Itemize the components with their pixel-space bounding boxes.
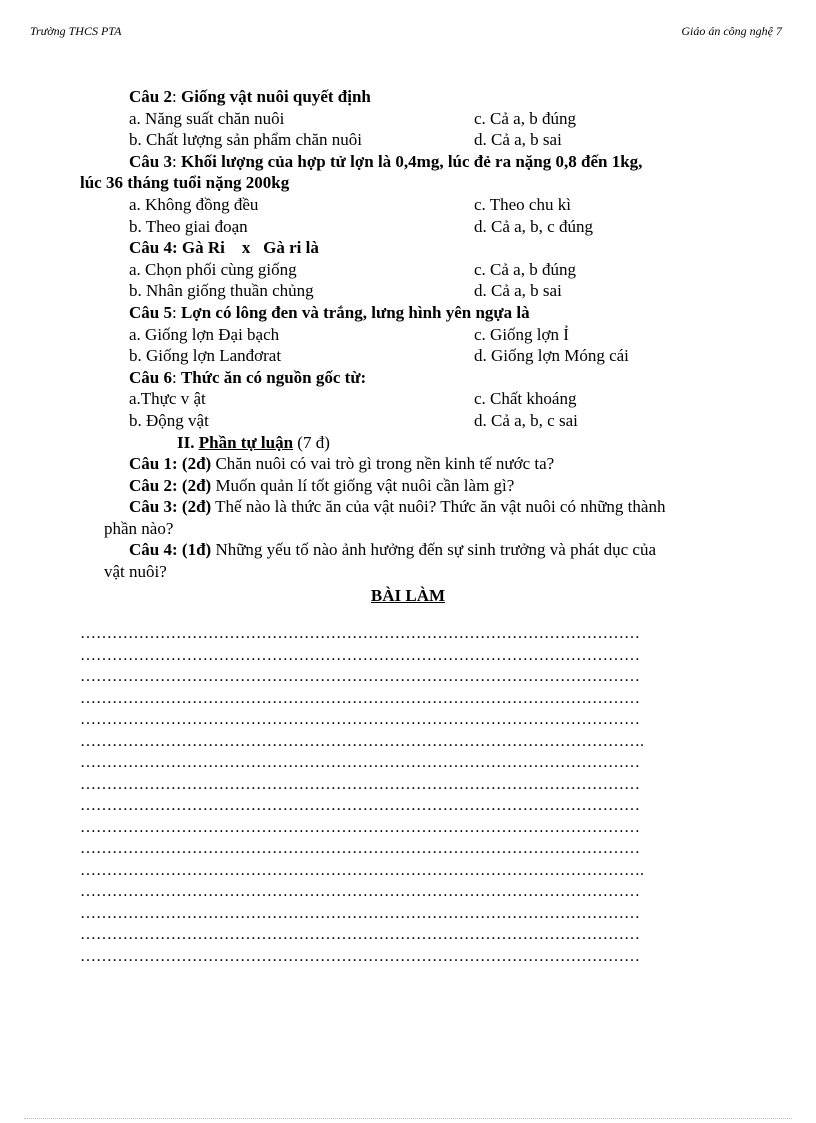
answer-line: ……………………………………………………………………………………………: [80, 711, 640, 728]
answer-line: ……………………………………………………………………………………………: [80, 646, 640, 664]
question-heading: Câu 4: Gà Ri x Gà ri là: [129, 238, 319, 258]
document-body: [0, 86, 816, 606]
essay-question: Câu 2: (2đ) Muốn quản lí tốt giống vật nuôi cần làm gì?: [129, 475, 515, 495]
answer-line: ……………………………………………………………………………………………: [80, 689, 640, 707]
option-row: a. Năng suất chăn nuôi c. Cả a, b đúng: [129, 108, 576, 128]
option-row: b. Động vật d. Cả a, b, c sai: [129, 410, 578, 430]
answer-line: ……………………………………………………………………………………………: [80, 754, 640, 771]
answer-title: BÀI LÀM: [370, 585, 446, 605]
answer-line: ……………………………………………………………………………………………: [80, 883, 640, 900]
header-school: Trường THCS PTA: [30, 24, 122, 38]
essay-question-cont: vật nuôi?: [104, 562, 167, 582]
page-header: [30, 24, 782, 39]
essay-question-cont: phần nào?: [104, 518, 174, 538]
answer-line: …………………………………………………………………………………………….: [80, 732, 644, 750]
question-heading: Câu 3: Khối lượng của hợp tử lợn là 0,4mg, lúc đẻ ra nặng 0,8 đến 1kg,: [129, 151, 643, 171]
option-row: b. Nhân giống thuần chủng d. Cả a, b sai: [129, 281, 562, 301]
question-heading: Câu 5: Lợn có lông đen và trắng, lưng hình yên ngựa là: [129, 302, 530, 322]
option-row: a.Thực v ật c. Chất khoáng: [129, 389, 577, 409]
answer-line: ……………………………………………………………………………………………: [80, 775, 640, 793]
question-heading: Câu 6: Thức ăn có nguồn gốc từ:: [129, 367, 367, 387]
answer-line: ……………………………………………………………………………………………: [80, 625, 640, 642]
answer-area: [80, 624, 740, 968]
essay-question: Câu 4: (1đ) Những yếu tố nào ảnh hưởng đến sự sinh trưởng và phát dục của: [129, 540, 656, 560]
option-row: b. Chất lượng sản phẩm chăn nuôi d. Cả a, b sai: [129, 130, 562, 150]
answer-line: ……………………………………………………………………………………………: [80, 926, 640, 943]
answer-line: ……………………………………………………………………………………………: [80, 797, 640, 814]
answer-line: ……………………………………………………………………………………………: [80, 947, 640, 965]
answer-line: ……………………………………………………………………………………………: [80, 904, 640, 922]
answer-line: ……………………………………………………………………………………………: [80, 668, 640, 685]
essay-question: Câu 1: (2đ) Chăn nuôi có vai trò gì trong nền kinh tế nước ta?: [129, 454, 555, 474]
answer-line: …………………………………………………………………………………………….: [80, 861, 644, 879]
section-heading: II. Phần tự luận (7 đ): [177, 432, 330, 452]
option-row: b. Theo giai đoạn d. Cả a, b, c đúng: [129, 216, 593, 236]
option-row: a. Chọn phối cùng giống c. Cả a, b đúng: [129, 259, 576, 279]
option-row: a. Giống lợn Đại bạch c. Giống lợn Ỉ: [129, 324, 569, 344]
answer-line: ……………………………………………………………………………………………: [80, 840, 640, 857]
header-title: Giáo án công nghệ 7: [681, 24, 782, 38]
page-bottom-rule: [24, 1118, 792, 1119]
question-heading: Câu 2: Giống vật nuôi quyết định: [129, 87, 371, 106]
question-heading-cont: lúc 36 tháng tuổi nặng 200kg: [80, 173, 290, 193]
option-row: b. Giống lợn Lanđơrat d. Giống lợn Móng cái: [129, 346, 629, 366]
option-row: a. Không đồng đều c. Theo chu kì: [129, 194, 571, 214]
answer-line: ……………………………………………………………………………………………: [80, 818, 640, 836]
essay-question: Câu 3: (2đ) Thế nào là thức ăn của vật nuôi? Thức ăn vật nuôi có những thành: [129, 497, 666, 517]
